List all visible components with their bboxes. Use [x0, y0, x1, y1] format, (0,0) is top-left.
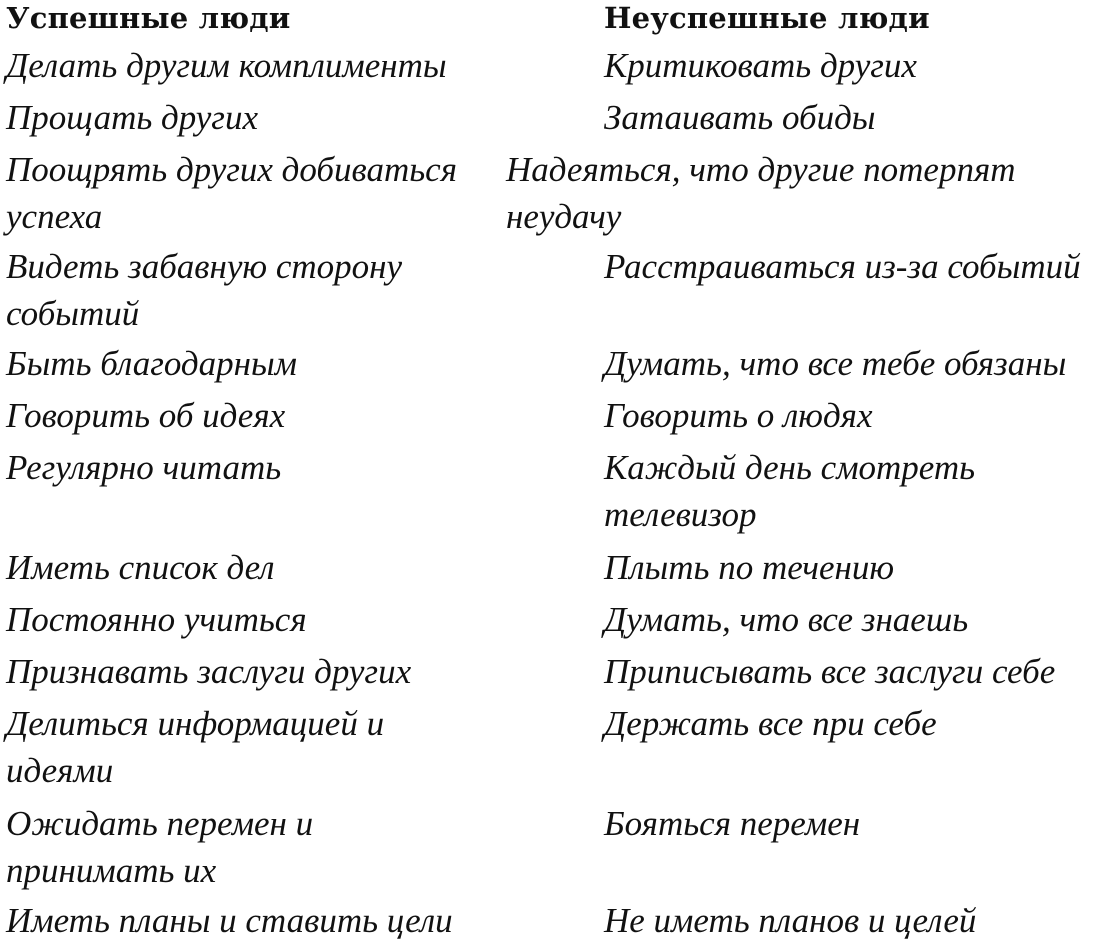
- unsuccessful-trait-text: Надеяться, что другие потерпят неудачу: [506, 150, 1016, 236]
- comparison-table: [6, 0, 1106, 938]
- successful-trait-text: Ожидать перемен и принимать их: [6, 804, 314, 890]
- successful-trait: [6, 700, 604, 794]
- table-row: [6, 42, 1106, 94]
- successful-trait: Прощать других: [6, 98, 258, 137]
- table-row: [6, 444, 1106, 544]
- successful-trait: [6, 800, 604, 894]
- unsuccessful-trait: Говорить о людях: [604, 396, 873, 435]
- unsuccessful-trait: Думать, что все тебе обязаны: [604, 344, 1067, 383]
- table-row: [6, 94, 1106, 146]
- unsuccessful-trait: Держать все при себе: [604, 704, 937, 743]
- unsuccessful-trait: Думать, что все знаешь: [604, 600, 969, 639]
- unsuccessful-trait: Не иметь планов и целей: [604, 901, 977, 940]
- unsuccessful-trait-text: Каждый день смотреть телевизор: [604, 448, 976, 534]
- table-header-row: [6, 0, 1106, 42]
- table-row: [6, 146, 1106, 243]
- table-row: [6, 392, 1106, 444]
- table-row: [6, 897, 1106, 949]
- successful-trait-text: Делиться информацией и идеями: [6, 704, 385, 790]
- table-row: [6, 544, 1106, 596]
- successful-trait: Иметь планы и ставить цели: [6, 901, 453, 940]
- table-row: [6, 800, 1106, 897]
- table-row: [6, 700, 1106, 800]
- header-successful-people: Успешные люди: [6, 1, 291, 35]
- successful-trait-text: Видеть забавную сторону событий: [6, 247, 403, 333]
- table-row: [6, 243, 1106, 340]
- successful-trait: Иметь список дел: [6, 548, 275, 587]
- successful-trait: [6, 243, 604, 337]
- header-unsuccessful-people: Неуспешные люди: [604, 1, 930, 35]
- unsuccessful-trait: Приписывать все заслуги себе: [604, 652, 1056, 691]
- table-row: [6, 340, 1106, 392]
- table-row: [6, 648, 1106, 700]
- successful-trait: Делать другим комплименты: [6, 46, 447, 85]
- unsuccessful-trait: [604, 444, 1106, 538]
- unsuccessful-trait: Плыть по течению: [604, 548, 895, 587]
- unsuccessful-trait: Расстраиваться из-за событий: [604, 247, 1081, 286]
- unsuccessful-trait: Критиковать других: [604, 46, 917, 85]
- table-row: [6, 596, 1106, 648]
- successful-trait: Признавать заслуги других: [6, 652, 412, 691]
- unsuccessful-trait: Бояться перемен: [604, 804, 861, 843]
- successful-trait: Говорить об идеях: [6, 396, 286, 435]
- unsuccessful-trait: Затаивать обиды: [604, 98, 876, 137]
- successful-trait: Быть благодарным: [6, 344, 298, 383]
- unsuccessful-trait: [506, 146, 1106, 240]
- successful-trait: Регулярно читать: [6, 448, 282, 487]
- successful-trait: Постоянно учиться: [6, 600, 307, 639]
- successful-trait: Поощрять других добиваться успеха: [6, 150, 457, 236]
